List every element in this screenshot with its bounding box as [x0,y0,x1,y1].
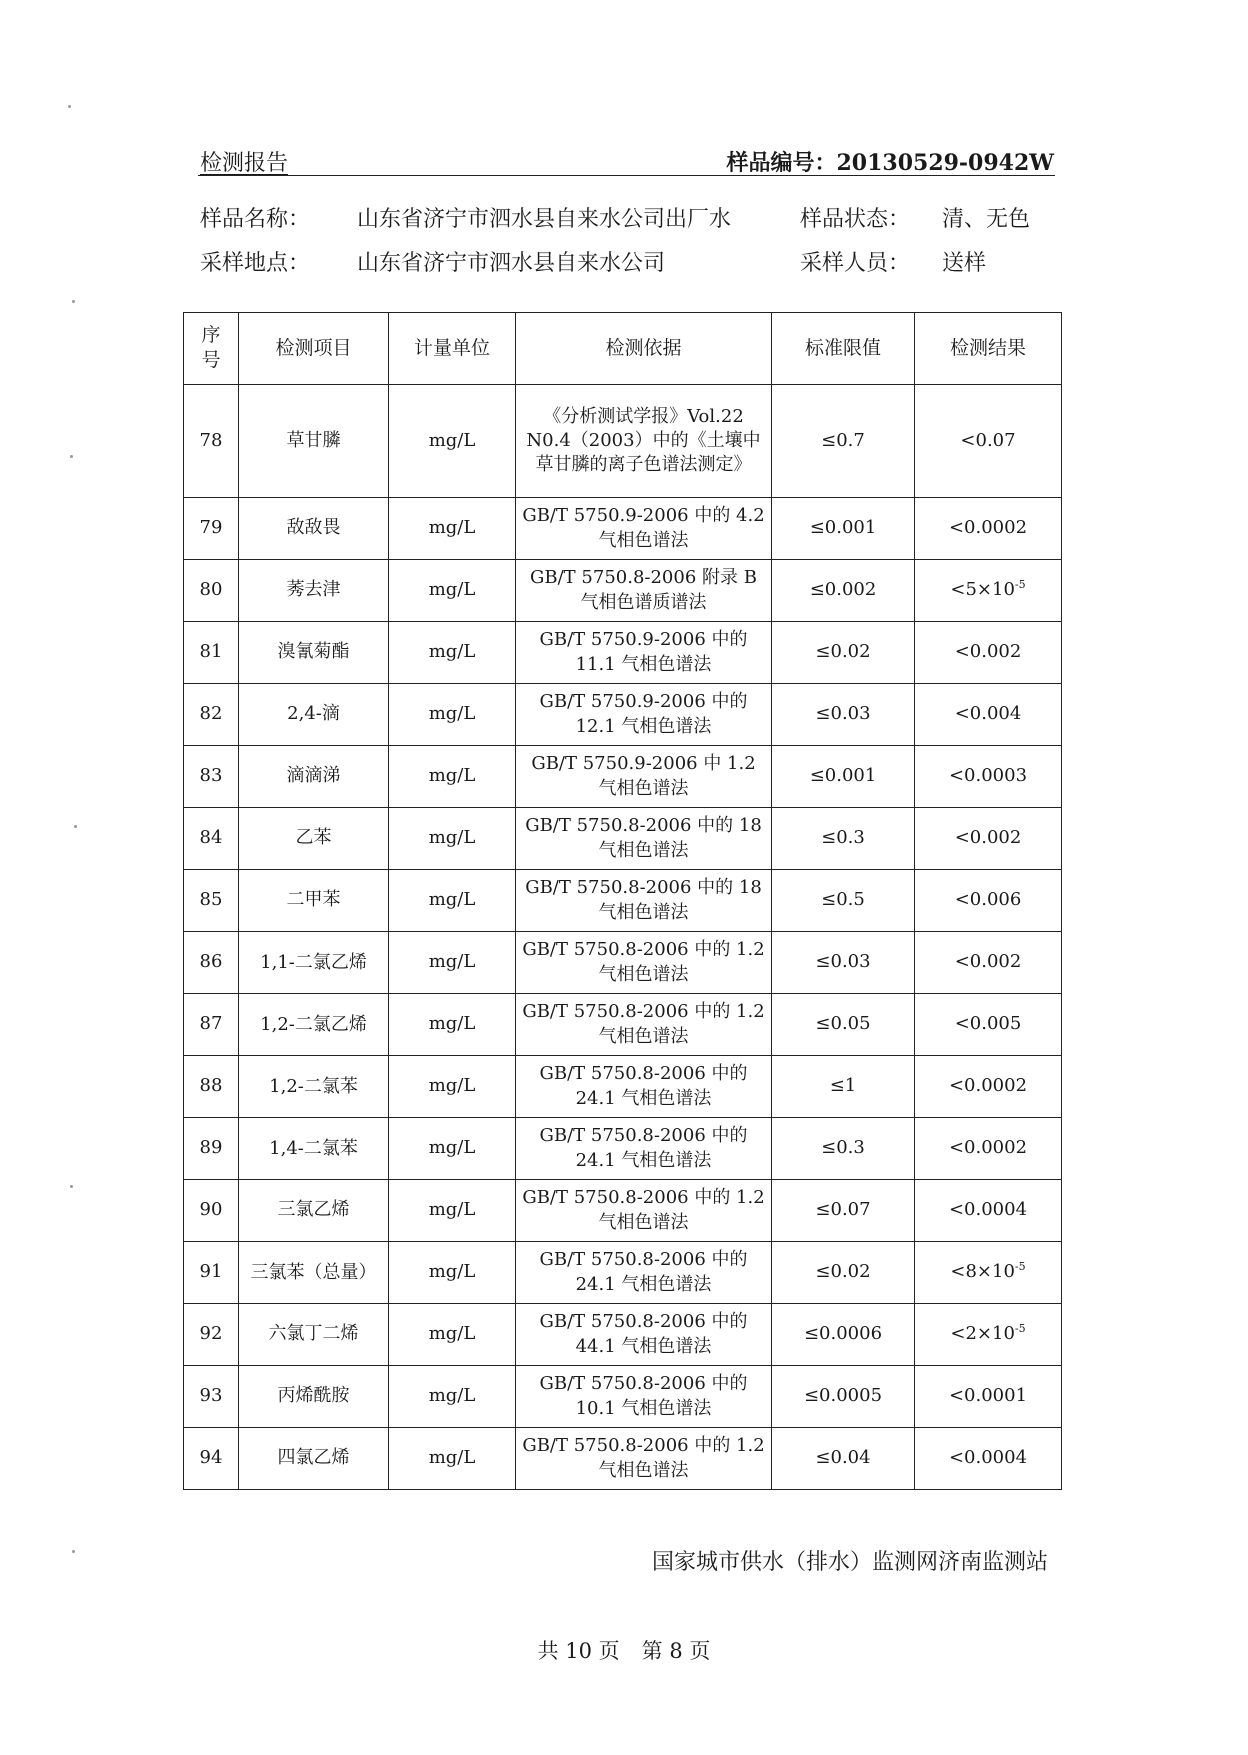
cell-limit: ≤0.05 [772,994,915,1056]
cell-unit: mg/L [389,994,516,1056]
result-exponent: -5 [1014,578,1026,592]
cell-item: 草甘膦 [239,385,389,498]
cell-limit: ≤0.5 [772,870,915,932]
sample-name-value: 山东省济宁市泗水县自来水公司出厂水 [357,207,732,232]
cell-unit: mg/L [389,385,516,498]
cell-limit: ≤0.07 [772,1180,915,1242]
scan-speck [70,455,73,458]
table-row [184,1428,1062,1490]
table-row [184,746,1062,808]
cell-result: <0.0002 [915,498,1062,560]
sample-state-value: 清、无色 [942,207,1031,232]
cell-unit: mg/L [389,1428,516,1490]
cell-limit: ≤0.02 [772,622,915,684]
scan-speck [70,1185,73,1188]
cell-no: 89 [184,1118,239,1180]
cell-unit: mg/L [389,932,516,994]
cell-result: <0.002 [915,808,1062,870]
cell-no: 91 [184,1242,239,1304]
cell-method: 《分析测试学报》Vol.22 N0.4（2003）中的《土壤中草甘膦的离子色谱法测定》 [516,385,772,498]
table-header-row [184,313,1062,385]
cell-item: 滴滴涕 [239,746,389,808]
cell-result: <0.004 [915,684,1062,746]
cell-limit: ≤0.001 [772,746,915,808]
result-exponent: -5 [1014,1260,1026,1274]
cell-result: <0.0004 [915,1180,1062,1242]
scan-speck [72,1550,75,1553]
table-row [184,385,1062,498]
scan-speck [72,300,75,303]
cell-limit: ≤0.03 [772,932,915,994]
cell-no: 90 [184,1180,239,1242]
cell-method: GB/T 5750.9-2006 中的 4.2 气相色谱法 [516,498,772,560]
cell-limit: ≤1 [772,1056,915,1118]
sample-number-value: 20130529-0942W [836,150,1054,176]
report-title: 检测报告 [200,151,289,176]
cell-limit: ≤0.03 [772,684,915,746]
cell-result: $<2\times 10^{-5}$ [915,1304,1062,1366]
table-row [184,1056,1062,1118]
sample-number [726,146,1054,177]
total-pages: 共 10 页 [537,1639,620,1663]
cell-unit: mg/L [389,560,516,622]
cell-result: <0.07 [915,385,1062,498]
table-row [184,1180,1062,1242]
cell-item: 四氯乙烯 [239,1428,389,1490]
sample-state-label: 样品状态： [800,207,911,232]
cell-unit: mg/L [389,1118,516,1180]
col-header-no: 序号 [184,313,239,385]
cell-no: 86 [184,932,239,994]
cell-limit: ≤0.3 [772,1118,915,1180]
cell-unit: mg/L [389,1242,516,1304]
cell-item: 三氯乙烯 [239,1180,389,1242]
cell-method: GB/T 5750.8-2006 中的 1.2 气相色谱法 [516,1180,772,1242]
cell-unit: mg/L [389,1366,516,1428]
cell-no: 87 [184,994,239,1056]
cell-unit: mg/L [389,808,516,870]
cell-no: 88 [184,1056,239,1118]
table-row [184,1366,1062,1428]
cell-item: 莠去津 [239,560,389,622]
cell-item: 乙苯 [239,808,389,870]
cell-item: 六氯丁二烯 [239,1304,389,1366]
cell-method: GB/T 5750.9-2006 中的 12.1 气相色谱法 [516,684,772,746]
table-row [184,932,1062,994]
cell-method: GB/T 5750.8-2006 中的 10.1 气相色谱法 [516,1366,772,1428]
col-header-item: 检测项目 [239,313,389,385]
table-row [184,1242,1062,1304]
results-table [183,312,1062,1490]
cell-unit: mg/L [389,1180,516,1242]
col-header-unit: 计量单位 [389,313,516,385]
cell-method: GB/T 5750.8-2006 中的 24.1 气相色谱法 [516,1118,772,1180]
cell-item: 1,2-二氯苯 [239,1056,389,1118]
table-row [184,808,1062,870]
cell-no: 93 [184,1366,239,1428]
station-name: 国家城市供水（排水）监测网济南监测站 [651,1550,1048,1575]
cell-method: GB/T 5750.8-2006 中的 1.2 气相色谱法 [516,932,772,994]
cell-limit: ≤0.3 [772,808,915,870]
header-divider [198,175,1055,176]
cell-unit: mg/L [389,1056,516,1118]
col-header-result: 检测结果 [915,313,1062,385]
scan-speck [68,105,71,108]
cell-result: <0.0001 [915,1366,1062,1428]
cell-no: 85 [184,870,239,932]
cell-unit: mg/L [389,684,516,746]
cell-method: GB/T 5750.9-2006 中 1.2 气相色谱法 [516,746,772,808]
cell-no: 83 [184,746,239,808]
col-header-method: 检测依据 [516,313,772,385]
cell-no: 80 [184,560,239,622]
cell-unit: mg/L [389,870,516,932]
table-row [184,994,1062,1056]
cell-limit: ≤0.002 [772,560,915,622]
cell-result: <0.0003 [915,746,1062,808]
cell-method: GB/T 5750.9-2006 中的 11.1 气相色谱法 [516,622,772,684]
cell-item: 二甲苯 [239,870,389,932]
cell-result: <0.002 [915,932,1062,994]
table-row [184,1118,1062,1180]
cell-result: <0.0004 [915,1428,1062,1490]
sample-number-label: 样品编号： [726,150,837,176]
cell-unit: mg/L [389,622,516,684]
cell-no: 81 [184,622,239,684]
cell-no: 78 [184,385,239,498]
cell-item: 溴氰菊酯 [239,622,389,684]
table-row [184,684,1062,746]
result-exponent: -5 [1014,1322,1026,1336]
page-indicator [0,1635,1248,1665]
cell-result: <0.0002 [915,1118,1062,1180]
sampling-site-label: 采样地点： [200,251,311,276]
sampling-site-value: 山东省济宁市泗水县自来水公司 [357,251,666,276]
table-row [184,560,1062,622]
table-row [184,498,1062,560]
cell-method: GB/T 5750.8-2006 中的 1.2 气相色谱法 [516,994,772,1056]
cell-item: 三氯苯（总量） [239,1242,389,1304]
sample-name-label: 样品名称： [200,207,311,232]
cell-no: 94 [184,1428,239,1490]
cell-item: 敌敌畏 [239,498,389,560]
cell-limit: ≤0.7 [772,385,915,498]
cell-unit: mg/L [389,1304,516,1366]
cell-item: 1,1-二氯乙烯 [239,932,389,994]
cell-limit: ≤0.0006 [772,1304,915,1366]
cell-result: <0.0002 [915,1056,1062,1118]
cell-item: 1,2-二氯乙烯 [239,994,389,1056]
cell-no: 82 [184,684,239,746]
cell-no: 92 [184,1304,239,1366]
table-row [184,1304,1062,1366]
col-header-limit: 标准限值 [772,313,915,385]
cell-limit: ≤0.04 [772,1428,915,1490]
cell-result: $<8\times 10^{-5}$ [915,1242,1062,1304]
sampler-value: 送样 [942,251,987,276]
cell-result: <0.002 [915,622,1062,684]
cell-method: GB/T 5750.8-2006 中的 18 气相色谱法 [516,870,772,932]
current-page: 第 8 页 [641,1639,711,1663]
cell-no: 79 [184,498,239,560]
cell-limit: ≤0.0005 [772,1366,915,1428]
table-row [184,870,1062,932]
cell-result: <0.005 [915,994,1062,1056]
cell-method: GB/T 5750.8-2006 中的 1.2 气相色谱法 [516,1428,772,1490]
cell-limit: ≤0.02 [772,1242,915,1304]
cell-unit: mg/L [389,746,516,808]
cell-unit: mg/L [389,498,516,560]
sampler-label: 采样人员： [800,251,911,276]
cell-result: $<5\times 10^{-5}$ [915,560,1062,622]
cell-no: 84 [184,808,239,870]
cell-limit: ≤0.001 [772,498,915,560]
cell-method: GB/T 5750.8-2006 中的 44.1 气相色谱法 [516,1304,772,1366]
cell-item: 2,4-滴 [239,684,389,746]
cell-method: GB/T 5750.8-2006 中的 24.1 气相色谱法 [516,1242,772,1304]
table-row [184,622,1062,684]
cell-method: GB/T 5750.8-2006 中的 18 气相色谱法 [516,808,772,870]
cell-result: <0.006 [915,870,1062,932]
cell-item: 1,4-二氯苯 [239,1118,389,1180]
cell-method: GB/T 5750.8-2006 附录 B 气相色谱质谱法 [516,560,772,622]
scan-speck [74,825,77,828]
cell-item: 丙烯酰胺 [239,1366,389,1428]
cell-method: GB/T 5750.8-2006 中的 24.1 气相色谱法 [516,1056,772,1118]
